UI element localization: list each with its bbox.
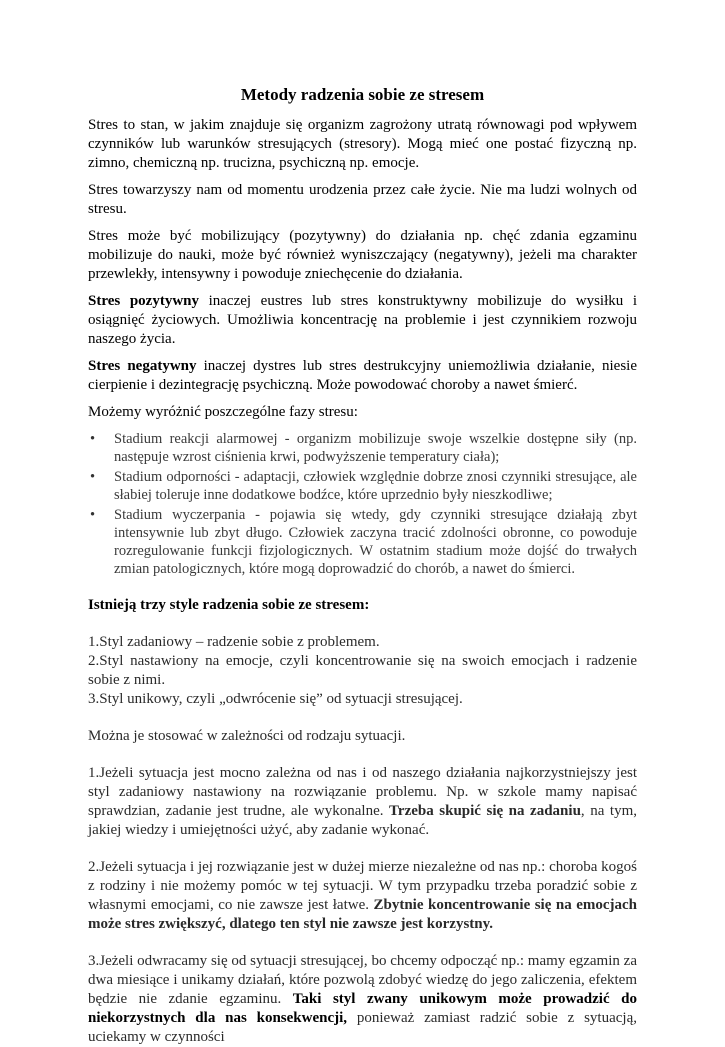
positive-stress-term: Stres pozytywny bbox=[88, 293, 199, 309]
paragraph-types: Stres może być mobilizujący (pozytywny) do działania np. chęć zdania egzaminu mobilizuje do nauki, może być również wyniszczający (negatywny), jeżeli ma charakter przewlekły, intensywny i powoduje zniechęcenie do działania. bbox=[88, 228, 637, 282]
paragraph-lifelong: Stres towarzyszy nam od momentu urodzenia przez całe życie. Nie ma ludzi wolnych od stresu. bbox=[88, 182, 637, 217]
list-item: 2.Styl nastawiony na emocje, czyli koncentrowanie się na swoich emocjach i radzenie sobie z nimi. bbox=[88, 653, 637, 688]
paragraph-negative-stress bbox=[88, 357, 637, 395]
case1-text: 1.Jeżeli sytuacja jest mocno zależna od nas i od naszego działania najkorzystniejszy jest styl zadaniowy nastawiony na rozwiązanie problemu. Np. w szkole mamy napisać sprawdzian, zadanie jest trudne, ale wykonalne. bbox=[88, 765, 637, 819]
list-item: 1.Styl zadaniowy – radzenie sobie z problemem. bbox=[88, 634, 380, 650]
paragraph-phases-intro: Możemy wyróżnić poszczególne fazy stresu: bbox=[88, 404, 358, 420]
styles-heading-text: Istnieją trzy style radzenia sobie ze stresem: bbox=[88, 597, 370, 613]
list-item: • Stadium odporności - adaptacji, człowiek względnie dobrze znosi czynniki stresujące, ale słabiej toleruje inne dodatkowe bodźce, które uprzednio były nieszkodliwe; bbox=[114, 468, 637, 504]
case-task-oriented bbox=[88, 764, 637, 840]
paragraph-definition: Stres to stan, w jakim znajduje się organizm zagrożony utratą równowagi pod wpływem czynników lub warunków stresujących (stresory). Mogą mieć one postać fizyczną np. zimno, chemiczną np. trucizna, psychiczną np. emocje. bbox=[88, 117, 637, 171]
page-title: Metody radzenia sobie ze stresem bbox=[240, 85, 485, 104]
list-item: • Stadium wyczerpania - pojawia się wtedy, gdy czynniki stresujące działają zbyt intensywnie lub zbyt długo. Człowiek zaczyna tracić zdolności obronne, co powoduje rozregulowanie funkcji fizjologicznych. W ostatnim stadium może dojść do trwałych zmian patologicznych, które mogą doprowadzić do chorób, a nawet do śmierci. bbox=[114, 506, 637, 578]
phases-list bbox=[88, 430, 637, 578]
styles-list bbox=[88, 633, 637, 709]
case-avoidant bbox=[88, 952, 637, 1047]
list-item: 3.Styl unikowy, czyli „odwrócenie się” od sytuacji stresującej. bbox=[88, 691, 463, 707]
case-emotion-oriented bbox=[88, 858, 637, 934]
case1-emphasis: Trzeba skupić się na zadaniu bbox=[389, 803, 581, 819]
styles-heading bbox=[88, 596, 637, 615]
list-item: • Stadium reakcji alarmowej - organizm mobilizuje swoje wszelkie dostępne siły (np. następuje wzrost ciśnienia krwi, podwyższenie temperatury ciała); bbox=[114, 430, 637, 466]
case2-text: 2.Jeżeli sytuacja i jej rozwiązanie jest w dużej mierze niezależne od nas np.: choroba kogoś z rodziny i nie możemy pomóc w tej sytuacji. W tym przypadku trzeba poradzić sobie z własnymi emocjami, co nie zawsze jest łatwe. bbox=[88, 859, 637, 913]
paragraph-positive-stress bbox=[88, 292, 637, 349]
negative-stress-description: inaczej dystres lub stres destrukcyjny uniemożliwia działanie, niesie cierpienie i dezintegrację psychiczną. Może powodować choroby a nawet śmierć. bbox=[88, 358, 637, 393]
negative-stress-term: Stres negatywny bbox=[88, 358, 197, 374]
positive-stress-description: inaczej eustres lub stres konstruktywny mobilizuje do wysiłku i osiągnięć życiowych. Umożliwia koncentrację na problemie i jest czynnikiem rozwoju naszego życia. bbox=[88, 293, 638, 347]
case3-emphasis: Taki styl zwany unikowym może prowadzić do niekorzystnych dla nas konsekwencji, bbox=[88, 991, 637, 1026]
usage-note: Można je stosować w zależności od rodzaju sytuacji. bbox=[88, 728, 406, 744]
case3-tail: ponieważ zamiast radzić sobie z sytuacją, uciekamy w czynności bbox=[88, 1010, 637, 1045]
case3-text: 3.Jeżeli odwracamy się od sytuacji stresującej, bo chcemy odpocząć np.: mamy egzamin za dwa miesiące i unikamy działań, które pozwolą zdobyć wiedzę do jego zaliczenia, efektem będzie nie zdanie egzaminu. bbox=[88, 953, 637, 1007]
case2-emphasis: Zbytnie koncentrowanie się na emocjach może stres zwiększyć, dlatego ten styl nie zawsze jest korzystny. bbox=[88, 897, 637, 932]
case1-tail: , na tym, jakiej wiedzy i umiejętności użyć, aby zadanie wykonać. bbox=[88, 803, 637, 838]
